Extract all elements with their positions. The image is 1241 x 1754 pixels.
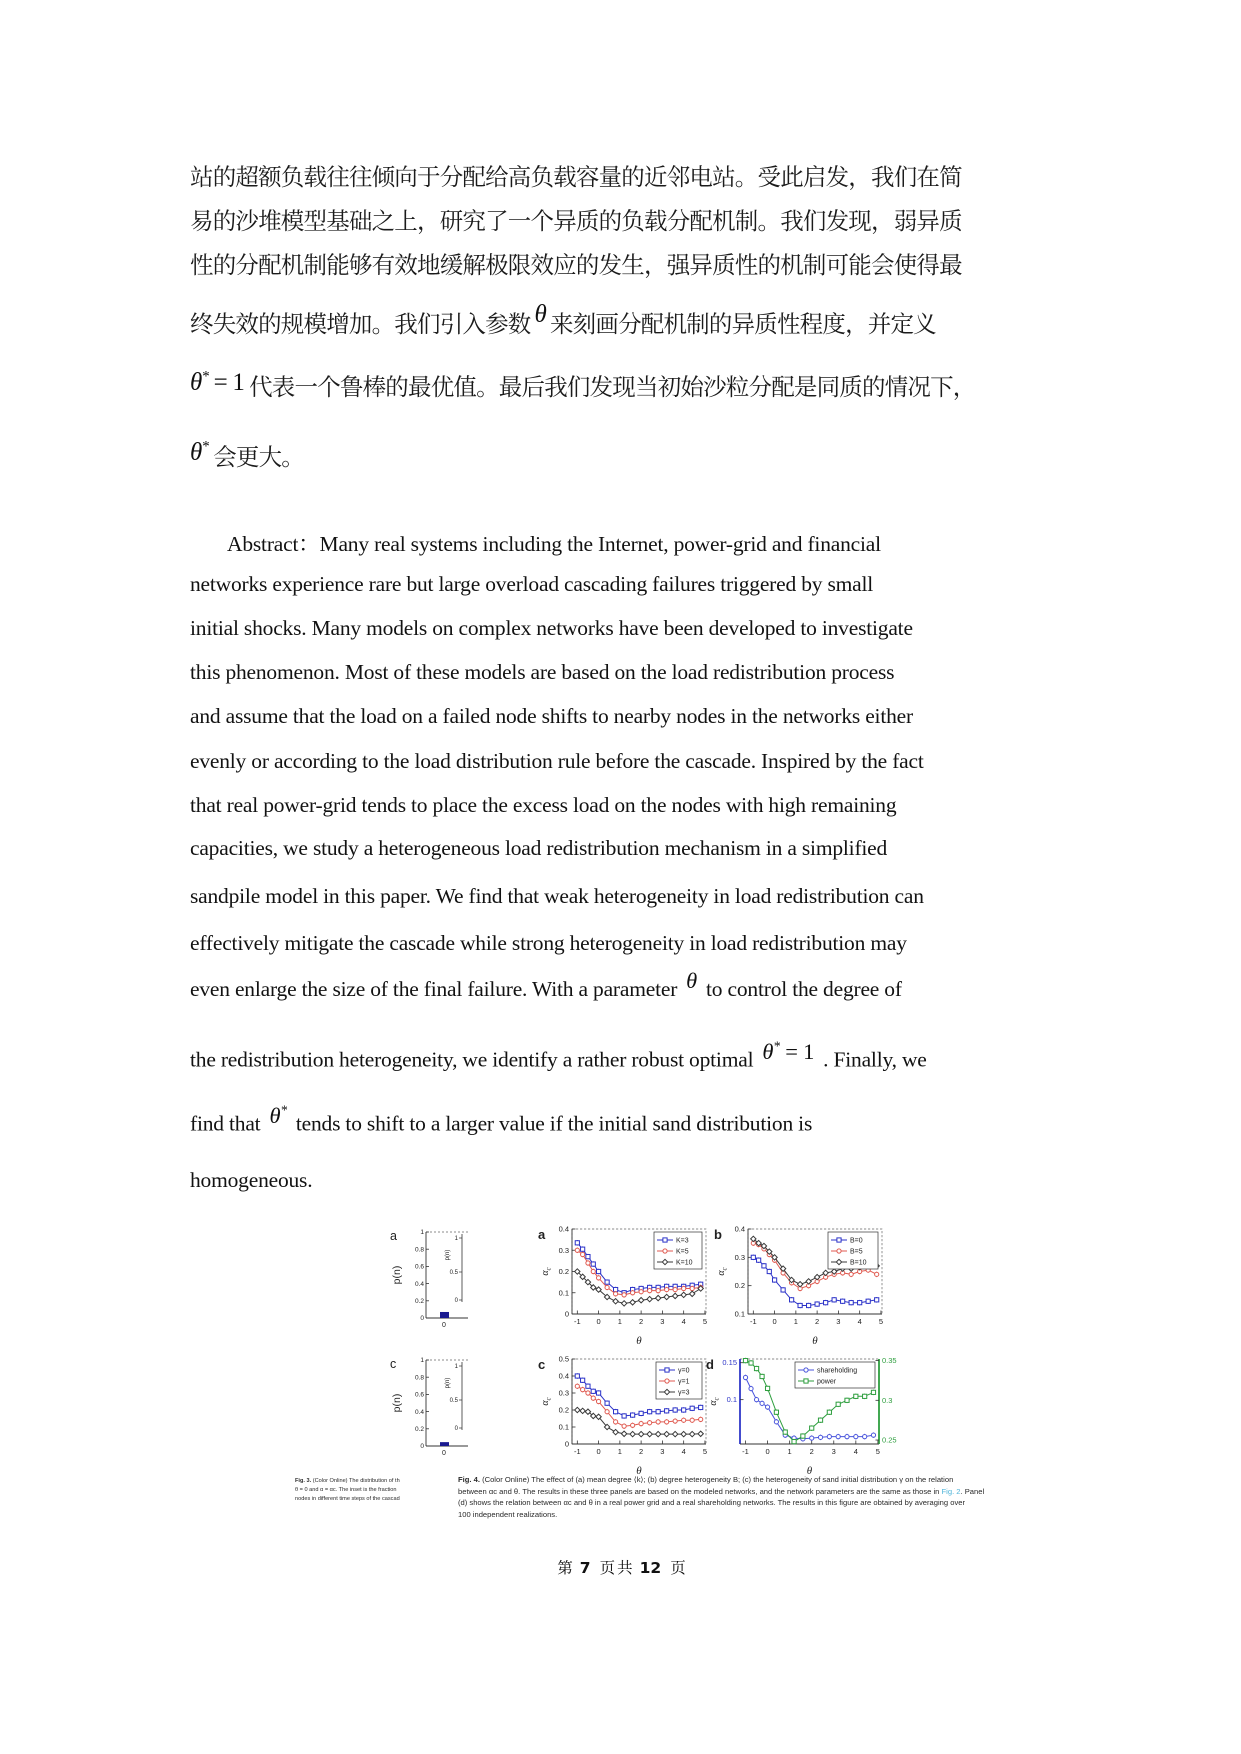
svg-text:0: 0 <box>596 1317 601 1326</box>
svg-text:0.2: 0.2 <box>414 1298 424 1305</box>
svg-text:0: 0 <box>454 1426 458 1432</box>
svg-text:0.6: 0.6 <box>414 1391 424 1399</box>
cn-abstract-line-1 <box>190 158 980 192</box>
abstract-line-2 <box>190 572 980 597</box>
svg-text:a: a <box>538 1227 546 1242</box>
abstract-text: sandpile model in this paper. We find that weak heterogeneity in load redistribution can <box>190 884 924 908</box>
svg-text:-1: -1 <box>749 1317 757 1326</box>
footer-text: 共 <box>617 1559 633 1577</box>
abstract-text: homogeneous. <box>190 1168 313 1192</box>
inline-formula-theta-star-eq-1 <box>762 1039 814 1064</box>
svg-text:αc: $\alpha_c$ <box>708 1397 721 1406</box>
svg-text:0.2: 0.2 <box>558 1267 569 1276</box>
svg-text:-1: -1 <box>573 1317 581 1326</box>
svg-text:2: 2 <box>639 1317 644 1326</box>
footer-text: 页 <box>599 1559 616 1577</box>
caption-text: θ = 0 and α = αc. The inset is the fraction <box>295 1487 397 1493</box>
svg-text:0.8: 0.8 <box>414 1246 424 1254</box>
abstract-line-5 <box>190 704 980 729</box>
caption-text: (d) shows the relation between αc and θ in a real power grid and a real shareholding networks. The results in this figure are obtained by averaging over <box>458 1498 965 1507</box>
svg-text:0.15: 0.15 <box>722 1358 737 1368</box>
svg-text:a: a <box>390 1229 397 1243</box>
fig4-caption-line-3 <box>458 1497 984 1509</box>
svg-text:p(n): p(n) <box>445 1249 451 1261</box>
svg-text:0: 0 <box>596 1447 601 1456</box>
abstract-text: and assume that the load on a failed node shifts to nearby nodes in the networks either <box>190 704 913 728</box>
svg-text:γ=3: γ=3 <box>678 1389 690 1397</box>
svg-text:3: 3 <box>836 1317 841 1326</box>
caption-text: 100 independent realizations. <box>458 1509 558 1519</box>
formula-theta: θ <box>686 968 698 993</box>
fig4-caption-line-4 <box>458 1509 984 1521</box>
svg-text:0: 0 <box>442 1450 446 1457</box>
abstract-line-7 <box>190 793 980 818</box>
fig3-caption-line-1 <box>295 1477 400 1486</box>
fig4-panel-d <box>704 1352 909 1485</box>
svg-text:0.3: 0.3 <box>882 1395 893 1405</box>
formula-star: * <box>773 1038 780 1053</box>
footer-text: 页 <box>670 1559 686 1577</box>
svg-text:θ: θ <box>812 1335 818 1347</box>
svg-text:0.3: 0.3 <box>558 1388 569 1398</box>
caption-text: . Panel <box>960 1486 985 1496</box>
abstract-line-14 <box>190 1168 980 1193</box>
formula-star: * <box>201 368 209 385</box>
svg-text:c: c <box>538 1357 546 1372</box>
abstract-text: the redistribution heterogeneity, we identify a rather robust optimal <box>190 1047 754 1072</box>
svg-text:γ=0: γ=0 <box>678 1367 690 1375</box>
svg-text:0.4: 0.4 <box>414 1408 424 1416</box>
svg-text:4: 4 <box>853 1447 858 1456</box>
svg-text:0: 0 <box>420 1443 424 1451</box>
abstract-text: find that <box>190 1111 261 1136</box>
cn-abstract-line-2 <box>190 202 980 236</box>
svg-text:3: 3 <box>660 1317 665 1326</box>
svg-text:3: 3 <box>660 1447 665 1456</box>
fig4-caption-label: Fig. 4. <box>458 1475 480 1484</box>
abstract-line-6 <box>190 749 980 774</box>
formula-theta: θ <box>269 1102 281 1128</box>
svg-text:p(n): p(n) <box>391 1393 403 1413</box>
svg-text:0.2: 0.2 <box>558 1405 569 1415</box>
abstract-line-9 <box>190 884 980 909</box>
fig3-caption-line-2 <box>295 1486 400 1495</box>
abstract-label: Abstract： <box>227 532 320 556</box>
cn-abstract-line-3 <box>190 246 980 280</box>
formula-eq-one: = 1 <box>208 369 245 396</box>
fig3-panel-c <box>388 1350 468 1471</box>
inline-formula-theta <box>535 301 546 328</box>
svg-text:1: 1 <box>793 1317 798 1326</box>
svg-text:K=5: K=5 <box>676 1248 689 1256</box>
svg-text:0: 0 <box>765 1447 770 1456</box>
fig2-link[interactable]: Fig. 2 <box>941 1486 961 1496</box>
footer-text: 第 <box>557 1559 573 1577</box>
svg-text:0.3: 0.3 <box>734 1252 745 1262</box>
abstract-line-3 <box>190 616 980 641</box>
svg-text:b: b <box>714 1227 722 1242</box>
svg-text:4: 4 <box>857 1317 862 1326</box>
svg-text:0.4: 0.4 <box>734 1224 745 1234</box>
abstract-line-11 <box>190 968 980 1002</box>
fig4-panel-a <box>536 1222 714 1355</box>
formula-star: * <box>201 438 209 455</box>
abstract-text: initial shocks. Many models on complex networks have been developed to investigate <box>190 616 913 640</box>
svg-text:p(n): p(n) <box>391 1265 403 1285</box>
svg-text:0.35: 0.35 <box>882 1356 897 1366</box>
svg-text:0.5: 0.5 <box>558 1354 569 1364</box>
svg-text:0.5: 0.5 <box>449 1270 458 1276</box>
caption-text: between αc and θ. The results in these three panels are based on the modeled networks, and the network parameters are the same as those in <box>458 1486 942 1496</box>
svg-text:5: 5 <box>878 1317 884 1326</box>
inline-formula-theta <box>686 968 697 993</box>
fig4-caption-line-2 <box>458 1486 984 1498</box>
abstract-text: effectively mitigate the cascade while strong heterogeneity in load redistribution may <box>190 931 907 955</box>
caption-text: (Color Online) The effect of (a) mean degree ⟨k⟩; (b) degree heterogeneity B; (c) the heterogeneity of sand initial distribution γ on the relation <box>479 1475 954 1484</box>
svg-text:5: 5 <box>702 1317 708 1326</box>
svg-text:B=0: B=0 <box>850 1237 863 1245</box>
abstract-text: networks experience rare but large overload cascading failures triggered by small <box>190 572 874 596</box>
svg-text:αc: $\alpha_c$ <box>716 1267 729 1276</box>
svg-text:5: 5 <box>875 1447 880 1456</box>
caption-text: nodes in different time steps of the cascad <box>295 1496 400 1502</box>
svg-text:0.6: 0.6 <box>414 1263 424 1271</box>
cn-abstract-line-5 <box>190 368 980 402</box>
page-footer <box>0 1556 1241 1578</box>
cn-text: 易的沙堆模型基础之上，研究了一个异质的负载分配机制。我们发现，弱异质 <box>190 207 962 235</box>
abstract-text: that real power-grid tends to place the excess load on the nodes with high remaining <box>190 793 897 817</box>
svg-text:0: 0 <box>772 1317 777 1326</box>
abstract-line-4 <box>190 660 980 685</box>
formula-theta: θ <box>190 369 202 396</box>
svg-text:1: 1 <box>454 1236 458 1242</box>
svg-text:-1: -1 <box>742 1447 749 1456</box>
svg-text:0.1: 0.1 <box>726 1395 737 1405</box>
svg-text:B=10: B=10 <box>850 1259 867 1267</box>
svg-text:0.25: 0.25 <box>882 1435 897 1445</box>
abstract-text: Many real systems including the Internet, power-grid and financial <box>319 532 881 556</box>
fig4-caption-line-1 <box>458 1474 984 1486</box>
formula-theta: θ <box>190 439 202 466</box>
svg-text:0.2: 0.2 <box>414 1426 424 1433</box>
svg-text:2: 2 <box>815 1317 820 1326</box>
fig4-caption <box>458 1474 984 1520</box>
formula-theta: θ <box>534 301 546 328</box>
svg-text:1: 1 <box>787 1447 792 1456</box>
inline-formula-theta-star-eq-1 <box>190 369 244 396</box>
svg-text:0.4: 0.4 <box>414 1280 424 1288</box>
formula-theta: θ <box>762 1038 774 1064</box>
svg-text:0.2: 0.2 <box>734 1281 745 1291</box>
footer-page-number: 7 <box>579 1559 591 1577</box>
svg-text:-1: -1 <box>573 1447 581 1456</box>
svg-text:θ: θ <box>806 1465 813 1477</box>
svg-text:0: 0 <box>420 1315 424 1323</box>
cn-text: 终失效的规模增加。我们引入参数 <box>190 310 531 338</box>
svg-text:0: 0 <box>454 1298 458 1304</box>
svg-text:γ=1: γ=1 <box>678 1378 690 1386</box>
svg-text:4: 4 <box>681 1317 686 1326</box>
svg-text:0.1: 0.1 <box>558 1288 569 1298</box>
svg-text:0.1: 0.1 <box>558 1422 569 1432</box>
cn-text: 性的分配机制能够有效地缓解极限效应的发生，强异质性的机制可能会使得最 <box>190 251 962 279</box>
footer-total-pages: 12 <box>639 1559 662 1577</box>
svg-text:θ: θ <box>636 1335 642 1347</box>
svg-text:0.3: 0.3 <box>558 1245 569 1255</box>
svg-text:0.8: 0.8 <box>414 1374 424 1382</box>
fig3-panel-a <box>388 1222 468 1343</box>
abstract-text: tends to shift to a larger value if the initial sand distribution is <box>295 1111 813 1136</box>
inline-formula-theta-star <box>269 1103 286 1128</box>
svg-text:power: power <box>817 1378 837 1386</box>
svg-text:shareholding: shareholding <box>817 1367 858 1375</box>
inline-formula-theta-star <box>190 439 208 466</box>
abstract-text: . Finally, we <box>823 1047 927 1072</box>
svg-text:3: 3 <box>831 1447 836 1456</box>
svg-text:0.4: 0.4 <box>558 1371 569 1381</box>
fig4-panel-b <box>712 1222 890 1355</box>
fig3-caption-label: Fig. 3. <box>295 1478 312 1484</box>
abstract-line-13 <box>190 1102 980 1137</box>
svg-text:4: 4 <box>681 1447 686 1456</box>
abstract-line-1 <box>190 527 980 558</box>
svg-text:0.4: 0.4 <box>558 1224 569 1234</box>
svg-text:5: 5 <box>702 1447 708 1456</box>
abstract-text: evenly or according to the load distribution rule before the cascade. Inspired by the fact <box>190 749 924 773</box>
fig3-caption-line-3 <box>295 1495 400 1504</box>
svg-text:0: 0 <box>442 1322 446 1329</box>
abstract-line-8 <box>190 836 980 861</box>
svg-text:2: 2 <box>639 1447 644 1456</box>
cn-text: 站的超额负载往往倾向于分配给高负载容量的近邻电站。受此启发，我们在简 <box>190 163 962 191</box>
svg-text:B=5: B=5 <box>850 1248 863 1256</box>
svg-text:1: 1 <box>617 1317 622 1326</box>
svg-text:0.1: 0.1 <box>734 1309 745 1319</box>
svg-text:2: 2 <box>809 1447 814 1456</box>
svg-text:0: 0 <box>564 1439 569 1449</box>
svg-text:θ: θ <box>636 1465 642 1477</box>
svg-text:p(n): p(n) <box>445 1377 451 1389</box>
svg-text:0: 0 <box>564 1309 569 1319</box>
svg-text:αc: $\alpha_c$ <box>540 1267 553 1276</box>
cn-text: 代表一个鲁棒的最优值。最后我们发现当初始沙粒分配是同质的情况下， <box>249 373 976 401</box>
svg-text:αc: $\alpha_c$ <box>540 1397 553 1406</box>
svg-text:1: 1 <box>420 1229 424 1237</box>
abstract-text: capacities, we study a heterogeneous load redistribution mechanism in a simplified <box>190 836 888 860</box>
caption-text: (Color Online) The distribution of th <box>311 1478 400 1484</box>
svg-text:K=3: K=3 <box>676 1237 689 1245</box>
svg-text:K=10: K=10 <box>676 1259 693 1267</box>
svg-text:1: 1 <box>617 1447 622 1456</box>
svg-text:0.5: 0.5 <box>449 1398 458 1404</box>
abstract-text: even enlarge the size of the final failure. With a parameter <box>190 977 678 1001</box>
abstract-line-10 <box>190 931 980 956</box>
svg-text:c: c <box>390 1357 397 1371</box>
formula-star: * <box>280 1102 287 1117</box>
fig4-panel-c <box>536 1352 714 1485</box>
abstract-line-12 <box>190 1038 980 1073</box>
fig3-caption <box>295 1477 400 1504</box>
abstract-text: this phenomenon. Most of these models are based on the load redistribution process <box>190 660 895 684</box>
svg-text:1: 1 <box>454 1364 458 1370</box>
cn-abstract-line-6 <box>190 438 980 472</box>
formula-eq-one: = 1 <box>779 1038 815 1064</box>
abstract-text: to control the degree of <box>706 977 902 1001</box>
cn-text: 会更大。 <box>213 443 304 471</box>
cn-abstract-line-4 <box>190 301 980 339</box>
svg-text:1: 1 <box>420 1357 424 1365</box>
svg-text:d: d <box>706 1357 714 1372</box>
cn-text: 来刻画分配机制的异质性程度，并定义 <box>549 310 936 338</box>
